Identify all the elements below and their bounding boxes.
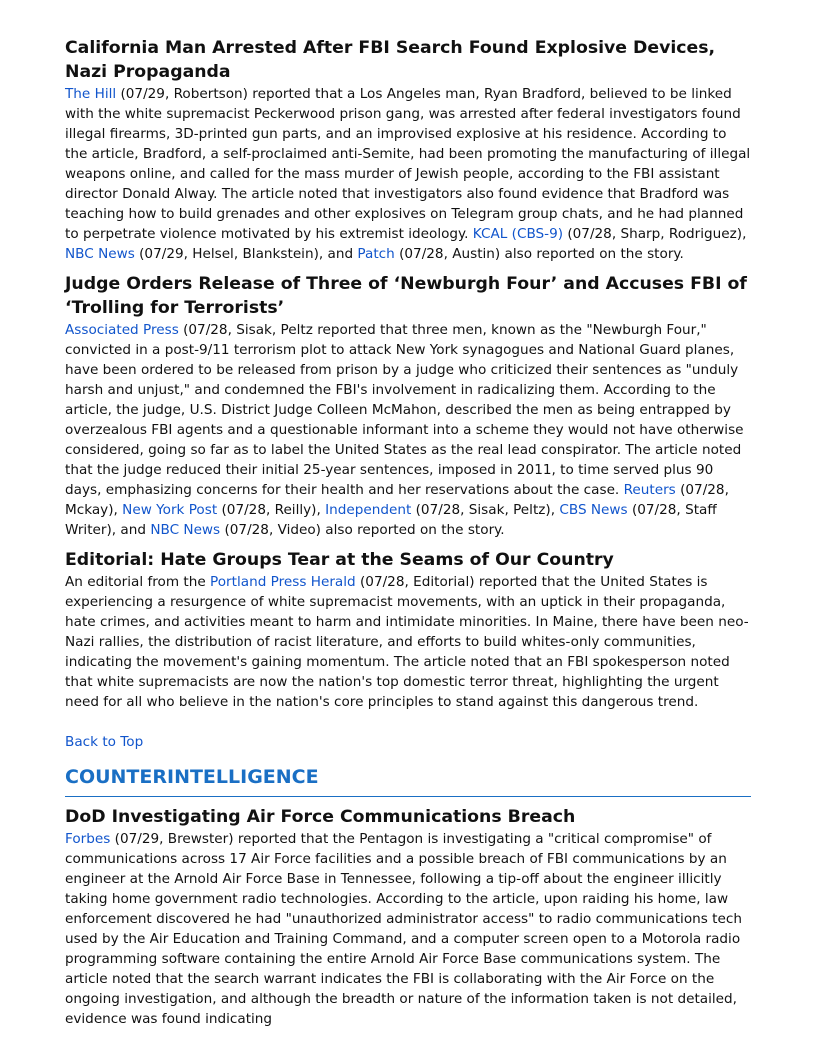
article-body <box>65 572 751 712</box>
body-text: (07/28, Staff Writer), and <box>65 502 717 538</box>
body-text: (07/28, Austin) also reported on the story. <box>394 246 684 262</box>
source-link-associated-press[interactable]: Associated Press <box>65 322 179 338</box>
body-text: (07/29, Brewster) reported that the Pentagon is investigating a "critical compromise" of communications across 17 Air Force facilities and a possible breach of FBI communications by an engineer at the Arnold Air Force Base in Tennessee, following a tip-off about the engineer illicitly taking home government radio technologies. According to the article, upon raiding his home, law enforcement discovered he had "unauthorized administrator access" to radio communications tech used by the Air Education and Training Command, and a computer screen open to a Motorola radio programming software containing the entire Arnold Air Force Base communications system. The article noted that the search warrant indicates the FBI is collaborating with the Air Force on the ongoing investigation, and although the breadth or nature of the information taken is not detailed, evidence was found indicating <box>65 831 742 1027</box>
source-link-cbs-news[interactable]: CBS News <box>559 502 628 518</box>
body-text: An editorial from the <box>65 574 211 590</box>
body-text: (07/28, Sisak, Peltz reported that three men, known as the "Newburgh Four," convicted in a post-9/11 terrorism plot to attack New York synagogues and National Guard planes, have been ordered to be released from prison by a judge who criticized their sentences as "unduly harsh and unjust," and condemned the FBI's involvement in radicalizing them. According to the article, the judge, U.S. District Judge Colleen McMahon, described the men as being entrapped by overzealous FBI agents and a questionable informant into a scheme they would not have otherwise considered, going so far as to label the United States as the real lead conspirator. The article noted that the judge reduced their initial 25-year sentences, imposed in 2011, to time served plus 90 days, emphasizing concerns for their health and her reservations about the case. <box>65 322 744 498</box>
source-link-forbes[interactable]: Forbes <box>65 831 111 847</box>
source-link-reuters[interactable]: Reuters <box>623 482 676 498</box>
back-to-top-row <box>65 732 751 752</box>
source-link-new-york-post[interactable]: New York Post <box>122 502 218 518</box>
document-page <box>65 36 751 1037</box>
article-title: California Man Arrested After FBI Search Found Explosive Devices, Nazi Propaganda <box>65 38 716 82</box>
section-heading: COUNTERINTELLIGENCE <box>65 764 751 797</box>
article-4 <box>65 805 751 1029</box>
article-body <box>65 320 751 540</box>
body-text: (07/28, Sharp, Rodriguez), <box>563 226 747 242</box>
article-1 <box>65 36 751 264</box>
article-title: Judge Orders Release of Three of ‘Newburgh Four’ and Accuses FBI of ‘Trolling for Terrorists’ <box>65 274 747 318</box>
back-to-top-link[interactable]: Back to Top <box>65 734 144 750</box>
article-2 <box>65 272 751 540</box>
body-text: (07/29, Helsel, Blankstein), and <box>134 246 358 262</box>
article-3 <box>65 548 751 712</box>
source-link-nbc-news[interactable]: NBC News <box>150 522 221 538</box>
source-link-the-hill[interactable]: The Hill <box>65 86 117 102</box>
article-body <box>65 84 751 264</box>
source-link-portland-press-herald[interactable]: Portland Press Herald <box>210 574 356 590</box>
body-text: (07/28, Reilly), <box>217 502 326 518</box>
source-link-nbc-news[interactable]: NBC News <box>65 246 135 262</box>
body-text: (07/28, Video) also reported on the story. <box>220 522 505 538</box>
article-body <box>65 829 751 1029</box>
source-link-kcal[interactable]: KCAL (CBS-9) <box>472 226 564 242</box>
body-text: (07/28, Editorial) reported that the United States is experiencing a resurgence of white supremacist movements, with an uptick in their propaganda, hate crimes, and activities meant to harm and intimidate minorities. In Maine, there have been neo-Nazi rallies, the distribution of racist literature, and efforts to build whites-only communities, indicating the movement's gaining momentum. The article noted that an FBI spokesperson noted that white supremacists are now the nation's top domestic terror threat, highlighting the urgent need for all who believe in the nation's core principles to stand against this dangerous trend. <box>65 574 749 710</box>
body-text: (07/28, Mckay), <box>65 482 729 518</box>
article-title: Editorial: Hate Groups Tear at the Seams of Our Country <box>65 550 614 570</box>
article-title: DoD Investigating Air Force Communications Breach <box>65 807 576 827</box>
body-text: (07/28, Sisak, Peltz), <box>411 502 560 518</box>
source-link-patch[interactable]: Patch <box>357 246 395 262</box>
source-link-independent[interactable]: Independent <box>325 502 412 518</box>
body-text: (07/29, Robertson) reported that a Los Angeles man, Ryan Bradford, believed to be linked with the white supremacist Peckerwood prison gang, was arrested after federal investigators found illegal firearms, 3D-printed gun parts, and an improvised explosive at his residence. According to the article, Bradford, a self-proclaimed anti-Semite, had been promoting the manufacturing of illegal weapons online, and called for the mass murder of Jewish people, according to the FBI assistant director Donald Alway. The article noted that investigators also found evidence that Bradford was teaching how to build grenades and other explosives on Telegram group chats, and he had planned to perpetrate violence motivated by his extremist ideology. <box>65 86 751 242</box>
